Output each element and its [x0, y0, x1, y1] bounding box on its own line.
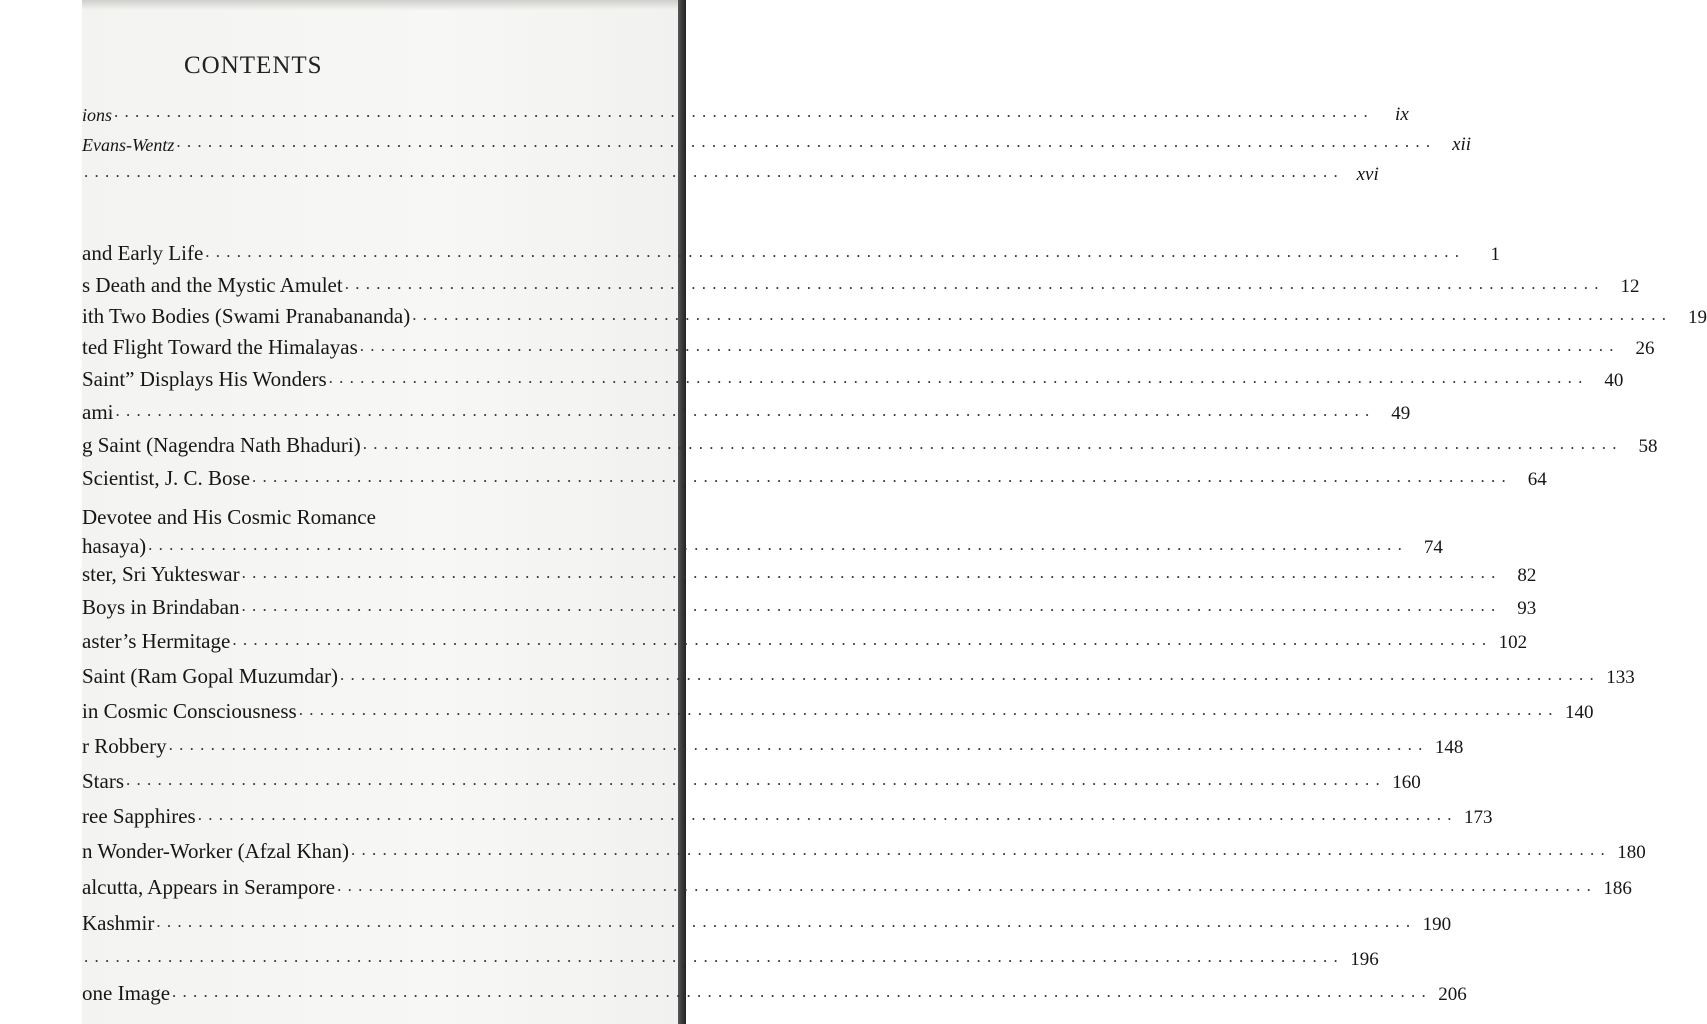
dot-leader: . . . . . . . . . . . . . . . . . . . . . . . . . . . . . . . . . . . . . . . . . . . . . . . . . . . . . . . . . . . . . . . . . . . . . . . . . . . . . . . . . . . . . . . . . . . . . . . . . . . . . . . . . . . . . . . . . . . . . . . .	[241, 596, 1497, 615]
dot-leader: . . . . . . . . . . . . . . . . . . . . . . . . . . . . . . . . . . . . . . . . . . . . . . . . . . . . . . . . . . . . . . . . . . . . . . . . . . . . . . . . . . . . . . . . . . . . . . . . . . . . . . . . . . . . . . . . . . . . . . . .	[168, 735, 1424, 754]
toc-chapter-row[interactable]	[82, 694, 1594, 724]
toc-page-number: 40	[1604, 370, 1624, 391]
toc-page-number: 173	[1463, 807, 1493, 828]
toc-page-number: 49	[1391, 403, 1411, 424]
toc-chapter-row[interactable]	[82, 659, 1635, 689]
toc-entry-title: in Cosmic Consciousness	[82, 699, 297, 723]
toc-entry-title: Boys in Brindaban	[82, 595, 240, 619]
toc-chapter-row[interactable]	[82, 330, 1655, 360]
toc-chapter-row[interactable]	[82, 428, 1658, 458]
toc-page-number: 133	[1606, 667, 1635, 688]
toc-chapter-row[interactable]	[82, 799, 1493, 829]
dot-leader: . . . . . . . . . . . . . . . . . . . . . . . . . . . . . . . . . . . . . . . . . . . . . . . . . . . . . . . . . . . . . . . . . . . . . . . . . . . . . . . . . . . . . . . . . . . . . . . . . . . . . . . . . . . . . . . . . . . . . . . .	[344, 274, 1600, 293]
dot-leader: . . . . . . . . . . . . . . . . . . . . . . . . . . . . . . . . . . . . . . . . . . . . . . . . . . . . . . . . . . . . . . . . . . . . . . . . . . . . . . . . . . . . . . . . . . . . . . . . . . . . . . . . . . . . . . . . . . . . . . . .	[114, 102, 1369, 121]
toc-page-number: 160	[1392, 772, 1421, 793]
dot-leader: . . . . . . . . . . . . . . . . . . . . . . . . . . . . . . . . . . . . . . . . . . . . . . . . . . . . . . . . . . . . . . . . . . . . . . . . . . . . . . . . . . . . . . . . . . . . . . . . . . . . . . . . . . . . . . . . . . . . . . . .	[252, 467, 1507, 486]
toc-chapter-row[interactable]	[82, 395, 1411, 425]
dot-leader: . . . . . . . . . . . . . . . . . . . . . . . . . . . . . . . . . . . . . . . . . . . . . . . . . . . . . . . . . . . . . . . . . . . . . . . . . . . . . . . . . . . . . . . . . . . . . . . . . . . . . . . . . . . . . . . . . . . . . . . .	[350, 840, 1606, 859]
page-top-shadow	[82, 0, 680, 10]
toc-entry-title: ted Flight Toward the Himalayas	[82, 335, 358, 359]
toc-page-number: 58	[1638, 436, 1658, 457]
toc-page-number: 12	[1620, 276, 1640, 297]
dot-leader: . . . . . . . . . . . . . . . . . . . . . . . . . . . . . . . . . . . . . . . . . . . . . . . . . . . . . . . . . . . . . . . . . . . . . . . . . . . . . . . . . . . . . . . . . . . . . . . . . . . . . . . . . . . . . . . . . . . . . . . .	[176, 132, 1432, 151]
page-title: CONTENTS	[184, 52, 323, 79]
dot-leader: . . . . . . . . . . . . . . . . . . . . . . . . . . . . . . . . . . . . . . . . . . . . . . . . . . . . . . . . . . . . . . . . . . . . . . . . . . . . . . . . . . . . . . . . . . . . . . . . . . . . . . . . . . . . . . . . . . . . . . . .	[298, 700, 1554, 719]
toc-front-matter-row[interactable]	[82, 96, 1409, 126]
dot-leader: . . . . . . . . . . . . . . . . . . . . . . . . . . . . . . . . . . . . . . . . . . . . . . . . . . . . . . . . . . . . . . . . . . . . . . . . . . . . . . . . . . . . . . . . . . . . . . . . . . . . . . . . . . . . . . . . . . . . . . . .	[115, 401, 1371, 420]
toc-chapter-row[interactable]	[82, 870, 1632, 900]
toc-page-number: 64	[1527, 469, 1547, 490]
toc-entry-title: one Image	[82, 981, 171, 1005]
toc-chapter-row[interactable]	[82, 557, 1537, 587]
toc-front-matter-row[interactable]	[82, 156, 1379, 186]
toc-entry-title: ster, Sri Yukteswar	[82, 562, 240, 586]
dot-leader: . . . . . . . . . . . . . . . . . . . . . . . . . . . . . . . . . . . . . . . . . . . . . . . . . . . . . . . . . . . . . . . . . . . . . . . . . . . . . . . . . . . . . . . . . . . . . . . . . . . . . . . . . . . . . . . . . . . . . . . .	[337, 876, 1592, 895]
toc-entry-title: ree Sapphires	[82, 804, 196, 828]
toc-entry-title: Evans-Wentz	[82, 135, 175, 155]
toc-entry-title: ami	[82, 400, 114, 424]
toc-page-number: 74	[1423, 537, 1443, 558]
toc-chapter-row[interactable]	[82, 834, 1646, 864]
dot-leader: . . . . . . . . . . . . . . . . . . . . . . . . . . . . . . . . . . . . . . . . . . . . . . . . . . . . . . . . . . . . . . . . . . . . . . . . . . . . . . . . . . . . . . . . . . . . . . . . . . . . . . . . . . . . . . . . . . . . . . . .	[328, 368, 1584, 387]
toc-entry-title: and Early Life	[82, 241, 204, 265]
dot-leader: . . . . . . . . . . . . . . . . . . . . . . . . . . . . . . . . . . . . . . . . . . . . . . . . . . . . . . . . . . . . . . . . . . . . . . . . . . . . . . . . . . . . . . . . . . . . . . . . . . . . . . . . . . . . . . . . . . . . . . . .	[156, 912, 1412, 931]
toc-entry-title: ions	[82, 105, 113, 125]
toc-chapter-row[interactable]	[82, 500, 594, 530]
dot-leader: . . . . . . . . . . . . . . . . . . . . . . . . . . . . . . . . . . . . . . . . . . . . . . . . . . . . . . . . . . . . . . . . . . . . . . . . . . . . . . . . . . . . . . . . . . . . . . . . . . . . . . . . . . . . . . . . . . . . . . . .	[205, 242, 1461, 261]
toc-chapter-row[interactable]	[82, 624, 1528, 654]
dot-leader: . . . . . . . . . . . . . . . . . . . . . . . . . . . . . . . . . . . . . . . . . . . . . . . . . . . . . . . . . . . . . . . . . . . . . . . . . . . . . . . . . . . . . . . . . . . . . . . . . . . . . . . . . . . . . . . . . . . . . . . .	[359, 336, 1615, 355]
dot-leader: . . . . . . . . . . . . . . . . . . . . . . . . . . . . . . . . . . . . . . . . . . . . . . . . . . . . . . . . . . . . . . . . . . . . . . . . . . . . . . . . . . . . . . . . . . . . . . . . . . . . . . . . . . . . . . . . . . . . . . . .	[412, 305, 1667, 324]
toc-entry-title: g Saint (Nagendra Nath Bhaduri)	[82, 433, 361, 457]
toc-entry-title: ith Two Bodies (Swami Pranabananda)	[82, 304, 411, 328]
toc-page-number: 148	[1434, 737, 1464, 758]
toc-entry-title: hasaya)	[82, 534, 147, 558]
toc-chapter-row[interactable]	[82, 362, 1624, 392]
toc-page-number: xvi	[1356, 164, 1379, 185]
toc-chapter-row[interactable]	[82, 976, 1467, 1006]
toc-page-number: 26	[1635, 338, 1655, 359]
toc-chapter-row[interactable]	[82, 590, 1537, 620]
toc-chapter-row[interactable]	[82, 268, 1640, 298]
toc-entry-title: Kashmir	[82, 911, 155, 935]
dot-leader: . . . . . . . . . . . . . . . . . . . . . . . . . . . . . . . . . . . . . . . . . . . . . . . . . . . . . . . . . . . . . . . . . . . . . . . . . . . . . . . . . . . . . . . . . . . . . . . . . . . . . . . . . . . . . . . . . . . . . . . .	[340, 665, 1595, 684]
toc-page-number: 1	[1490, 244, 1501, 265]
toc-entry-title: Saint (Ram Gopal Muzumdar)	[82, 664, 339, 688]
toc-page-number: 206	[1438, 984, 1467, 1005]
toc-page-number: 180	[1617, 842, 1646, 863]
dot-leader: . . . . . . . . . . . . . . . . . . . . . . . . . . . . . . . . . . . . . . . . . . . . . . . . . . . . . . . . . . . . . . . . . . . . . . . . . . . . . . . . . . . . . . . . . . . . . . . . . . . . . . . . . . . . . . . . . . . . . . . .	[232, 630, 1488, 649]
toc-chapter-row[interactable]	[82, 461, 1547, 491]
toc-page-number: 186	[1603, 878, 1632, 899]
toc-page-number: 196	[1350, 949, 1379, 970]
toc-chapter-row[interactable]	[82, 729, 1464, 759]
toc-chapter-row[interactable]	[82, 236, 1501, 266]
toc-entry-title: Scientist, J. C. Bose	[82, 466, 251, 490]
toc-entry-title: r Robbery	[82, 734, 167, 758]
dot-leader: . . . . . . . . . . . . . . . . . . . . . . . . . . . . . . . . . . . . . . . . . . . . . . . . . . . . . . . . . . . . . . . . . . . . . . . . . . . . . . . . . . . . . . . . . . . . . . . . . . . . . . . . . . . . . . . . . . . . . . . .	[84, 947, 1339, 966]
toc-entry-title: aster’s Hermitage	[82, 629, 231, 653]
book-spine-edge	[678, 0, 686, 1024]
toc-chapter-row[interactable]	[82, 299, 1707, 329]
toc-page-number: 19	[1688, 307, 1707, 328]
toc-chapter-row[interactable]	[82, 764, 1421, 794]
toc-page-number: xii	[1452, 134, 1472, 155]
toc-chapter-row[interactable]	[82, 529, 1443, 559]
toc-chapter-row[interactable]	[82, 941, 1379, 971]
toc-page-number: 93	[1517, 598, 1537, 619]
dot-leader: . . . . . . . . . . . . . . . . . . . . . . . . . . . . . . . . . . . . . . . . . . . . . . . . . . . . . . . . . . . . . . . . . . . . . . . . . . . . . . . . . . . . . . . . . . . . . . . . . . . . . . . . . . . . . . . . . . . . . . . .	[148, 535, 1403, 554]
toc-page-number: 140	[1564, 702, 1594, 723]
toc-entry-title: s Death and the Mystic Amulet	[82, 273, 343, 297]
toc-entry-title: n Wonder-Worker (Afzal Khan)	[82, 839, 349, 863]
dot-leader: . . . . . . . . . . . . . . . . . . . . . . . . . . . . . . . . . . . . . . . . . . . . . . . . . . . . . . . . . . . . . . . . . . . . . . . . . . . . . . . . . . . . . . . . . . . . . . . . . . . . . . . . . . . . . . . . . . . . . . . .	[84, 162, 1339, 181]
dot-leader: . . . . . . . . . . . . . . . . . . . . . . . . . . . . . . . . . . . . . . . . . . . . . . . . . . . . . . . . . . . . . . . . . . . . . . . . . . . . . . . . . . . . . . . . . . . . . . . . . . . . . . . . . . . . . . . . . . . . . . . .	[172, 982, 1427, 1001]
toc-chapter-row[interactable]	[82, 906, 1452, 936]
toc-page-number: 82	[1517, 565, 1537, 586]
toc-page-number: 190	[1422, 914, 1452, 935]
dot-leader: . . . . . . . . . . . . . . . . . . . . . . . . . . . . . . . . . . . . . . . . . . . . . . . . . . . . . . . . . . . . . . . . . . . . . . . . . . . . . . . . . . . . . . . . . . . . . . . . . . . . . . . . . . . . . . . . . . . . . . . .	[362, 434, 1618, 453]
toc-entry-title: Devotee and His Cosmic Romance	[82, 505, 376, 529]
dot-leader: . . . . . . . . . . . . . . . . . . . . . . . . . . . . . . . . . . . . . . . . . . . . . . . . . . . . . . . . . . . . . . . . . . . . . . . . . . . . . . . . . . . . . . . . . . . . . . . . . . . . . . . . . . . . . . . . . . . . . . . .	[241, 563, 1497, 582]
dot-leader: . . . . . . . . . . . . . . . . . . . . . . . . . . . . . . . . . . . . . . . . . . . . . . . . . . . . . . . . . . . . . . . . . . . . . . . . . . . . . . . . . . . . . . . . . . . . . . . . . . . . . . . . . . . . . . . . . . . . . . . .	[197, 805, 1453, 824]
toc-entry-title: Saint” Displays His Wonders	[82, 367, 327, 391]
toc-page-number: ix	[1395, 104, 1409, 125]
toc-entry-title: Stars	[82, 769, 124, 793]
toc-page-number: 102	[1498, 632, 1528, 653]
toc-entry-title: alcutta, Appears in Serampore	[82, 875, 336, 899]
dot-leader: . . . . . . . . . . . . . . . . . . . . . . . . . . . . . . . . . . . . . . . . . . . . . . . . . . . . . . . . . . . . . . . . . . . . . . . . . . . . . . . . . . . . . . . . . . . . . . . . . . . . . . . . . . . . . . . . . . . . . . . .	[126, 770, 1381, 789]
toc-front-matter-row[interactable]	[82, 126, 1472, 156]
